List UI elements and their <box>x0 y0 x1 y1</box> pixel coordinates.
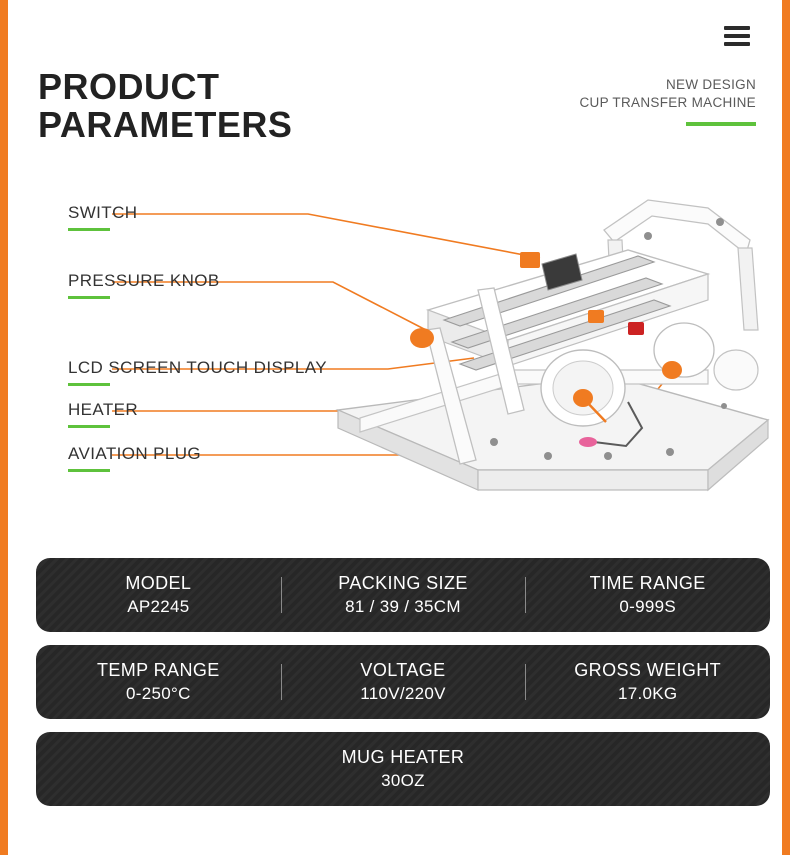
spec-label: TEMP RANGE <box>96 660 220 680</box>
hamburger-bar <box>724 26 750 30</box>
callout-aviation-plug <box>68 444 201 472</box>
spec-row <box>36 558 770 632</box>
spec-value: 110V/220V <box>360 684 446 703</box>
callout-lcd-screen <box>68 358 327 386</box>
spec-row <box>36 732 770 806</box>
spec-label: MODEL <box>125 573 192 593</box>
callout-pressure-knob <box>68 271 220 299</box>
indicator-marker <box>628 322 644 335</box>
spec-value: 0-250°C <box>126 684 191 703</box>
callout-heater <box>68 400 138 428</box>
spec-label: PACKING SIZE <box>338 573 468 593</box>
callout-underline <box>68 383 110 386</box>
page-title-line1: PRODUCT <box>38 66 220 107</box>
spec-label: GROSS WEIGHT <box>574 660 722 680</box>
callout-label: SWITCH <box>68 203 138 222</box>
spec-cell-voltage <box>281 659 526 705</box>
callout-underline <box>68 228 110 231</box>
callout-label: AVIATION PLUG <box>68 444 202 463</box>
hamburger-bar <box>724 42 750 46</box>
accent-underline <box>686 122 756 126</box>
spec-value: AP2245 <box>127 597 190 616</box>
pressure-knob <box>410 328 434 348</box>
spec-value: 30OZ <box>381 771 425 790</box>
callout-underline <box>68 425 110 428</box>
callout-label: PRESSURE KNOB <box>68 271 220 290</box>
subtitle-line2: CUP TRANSFER MACHINE <box>579 95 756 110</box>
aviation-plug <box>662 361 682 379</box>
spec-row <box>36 645 770 719</box>
spec-value: 81 / 39 / 35CM <box>345 597 461 616</box>
spec-label: MUG HEATER <box>341 747 465 767</box>
callout-switch <box>68 203 137 231</box>
hamburger-bar <box>724 34 750 38</box>
spec-cell-temp-range <box>36 659 281 705</box>
machine-drawing <box>338 200 768 490</box>
spec-cell-mug-heater <box>247 746 559 792</box>
switch-marker <box>520 252 540 268</box>
spec-label: TIME RANGE <box>589 573 706 593</box>
callout-underline <box>68 296 110 299</box>
callout-label: LCD SCREEN TOUCH DISPLAY <box>68 358 327 377</box>
spec-cell-model <box>36 572 281 618</box>
spec-cell-time-range <box>525 572 770 618</box>
spec-cell-packing-size <box>281 572 526 618</box>
callout-label: HEATER <box>68 400 139 419</box>
page-subtitle <box>579 76 756 126</box>
spec-label: VOLTAGE <box>360 660 446 680</box>
spec-panels <box>36 558 770 819</box>
pressure-marker <box>588 310 604 323</box>
page-title <box>38 68 292 144</box>
subtitle-line1: NEW DESIGN <box>665 77 756 92</box>
callout-underline <box>68 469 110 472</box>
spec-value: 17.0KG <box>617 684 678 703</box>
spec-value: 0-999S <box>619 597 676 616</box>
spec-cell-gross-weight <box>525 659 770 705</box>
page-title-line2: PARAMETERS <box>38 104 293 145</box>
hamburger-icon[interactable] <box>724 26 750 46</box>
